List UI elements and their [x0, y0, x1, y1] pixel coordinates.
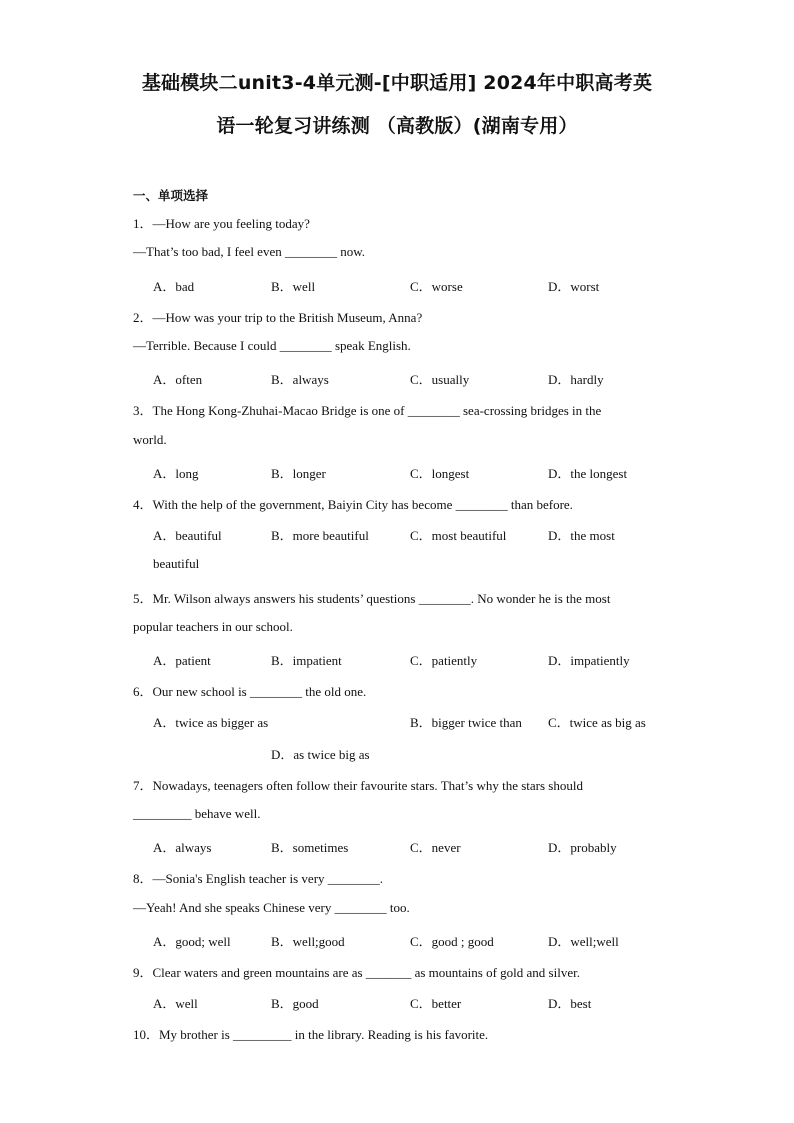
option-b[interactable]: B．longer [271, 466, 326, 481]
option-a[interactable]: A．beautiful [153, 528, 222, 543]
question-8-options [0, 931, 794, 949]
question-5-options [0, 650, 794, 668]
option-b[interactable]: B．good [271, 996, 319, 1011]
question-4-options [0, 525, 794, 543]
option-c[interactable]: C．patiently [410, 653, 478, 668]
question-5-stem-cont: popular teachers in our school. [133, 619, 293, 634]
question-2-options [0, 369, 794, 387]
option-a[interactable]: A．good; well [153, 934, 231, 949]
option-c[interactable]: C．good ; good [410, 934, 494, 949]
option-a[interactable]: A．long [153, 466, 199, 481]
option-b[interactable]: B．impatient [271, 653, 342, 668]
option-b[interactable]: B．bigger twice than [410, 715, 522, 730]
option-c[interactable]: C．worse [410, 279, 463, 294]
option-a[interactable]: A．often [153, 372, 203, 387]
question-1-stem: 1．—How are you feeling today? [133, 216, 310, 231]
option-d[interactable]: D．worst [548, 279, 600, 294]
question-4-stem: 4．With the help of the government, Baiyin City has become ________ than before. [133, 497, 573, 512]
question-2-stem: 2．—How was your trip to the British Museum, Anna? [133, 310, 423, 325]
option-a[interactable]: A．well [153, 996, 198, 1011]
option-d[interactable]: D．best [548, 996, 592, 1011]
question-9-options [0, 993, 794, 1011]
question-1-stem-cont: —That’s too bad, I feel even ________ now. [133, 244, 366, 259]
option-b[interactable]: B．more beautiful [271, 528, 369, 543]
option-c[interactable]: C．never [410, 840, 461, 855]
option-d[interactable]: D．the longest [548, 466, 628, 481]
option-d[interactable]: D．probably [548, 840, 617, 855]
option-c[interactable]: C．longest [410, 466, 470, 481]
option-b[interactable]: B．well [271, 279, 316, 294]
document-title-line-2: 语一轮复习讲练测 （高教版）(湖南专用） [216, 115, 578, 137]
option-d[interactable]: D．the most [548, 528, 615, 543]
option-c[interactable]: C．twice as big as [548, 715, 646, 730]
option-d[interactable]: D．impatiently [548, 653, 630, 668]
question-7-stem: 7．Nowadays, teenagers often follow their favourite stars. That’s why the stars should [133, 778, 583, 793]
question-7-stem-cont: _________ behave well. [133, 806, 261, 821]
question-3-stem: 3．The Hong Kong-Zhuhai-Macao Bridge is one of ________ sea-crossing bridges in the [133, 403, 602, 418]
question-6-options [0, 712, 794, 730]
question-10-stem: 10．My brother is _________ in the library. Reading is his favorite. [133, 1027, 489, 1042]
option-c[interactable]: C．usually [410, 372, 470, 387]
option-d[interactable]: D．as twice big as [271, 747, 370, 762]
option-a[interactable]: A．patient [153, 653, 211, 668]
question-3-options [0, 463, 794, 481]
question-1-options [0, 276, 794, 294]
option-d[interactable]: D．well;well [548, 934, 619, 949]
option-c[interactable]: C．most beautiful [410, 528, 507, 543]
question-3-stem-cont: world. [133, 432, 167, 447]
option-b[interactable]: B．well;good [271, 934, 345, 949]
option-a[interactable]: A．twice as bigger as [153, 715, 269, 730]
question-6-stem: 6．Our new school is ________ the old one. [133, 684, 367, 699]
option-a[interactable]: A．bad [153, 279, 195, 294]
question-9-stem: 9．Clear waters and green mountains are as _______ as mountains of gold and silver. [133, 965, 580, 980]
option-c[interactable]: C．better [410, 996, 462, 1011]
question-8-stem: 8．—Sonia's English teacher is very ________. [133, 871, 384, 886]
option-b[interactable]: B．always [271, 372, 329, 387]
question-2-stem-cont: —Terrible. Because I could ________ speak English. [133, 338, 411, 353]
option-d-cont: beautiful [153, 556, 200, 571]
document-title-line-1: 基础模块二unit3-4单元测-[中职适用] 2024年中职高考英 [141, 72, 653, 94]
question-8-stem-cont: —Yeah! And she speaks Chinese very ________ too. [133, 900, 410, 915]
question-7-options [0, 837, 794, 855]
option-a[interactable]: A．always [153, 840, 212, 855]
option-d[interactable]: D．hardly [548, 372, 604, 387]
option-b[interactable]: B．sometimes [271, 840, 349, 855]
question-5-stem: 5．Mr. Wilson always answers his students’ questions ________. No wonder he is the most [133, 591, 611, 606]
section-heading: 一、单项选择 [133, 188, 209, 203]
